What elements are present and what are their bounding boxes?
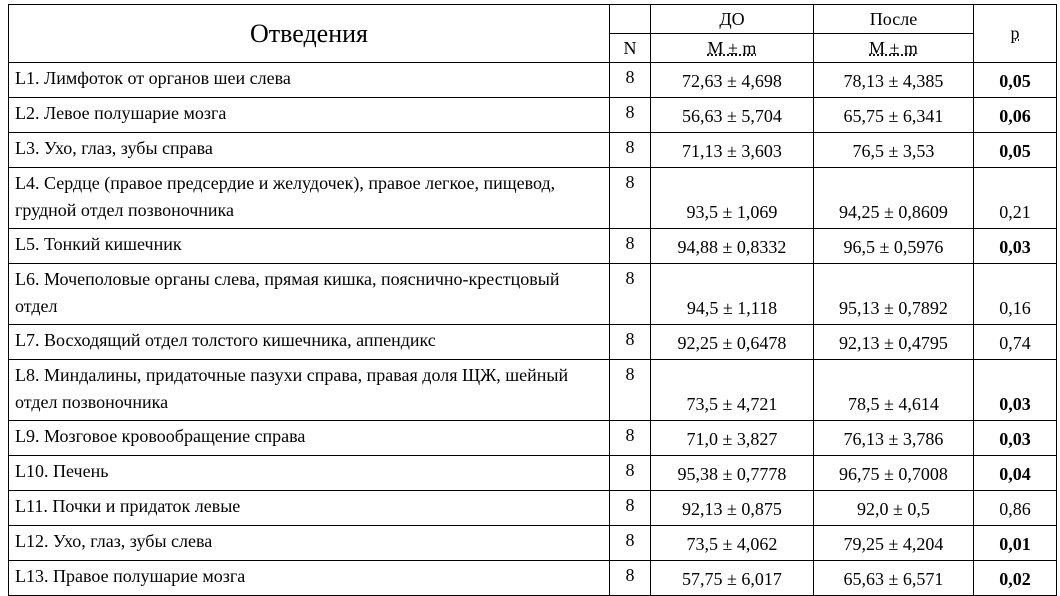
p-value-cell: 0,02 [974, 561, 1057, 596]
lead-name-cell: L7. Восходящий отдел толстого кишечника, аппендикс [9, 325, 610, 360]
before-cell: 94,88 ± 0,8332 [651, 229, 814, 264]
p-value-cell: 0,06 [974, 98, 1057, 133]
before-cell: 56,63 ± 5,704 [651, 98, 814, 133]
n-cell: 8 [610, 456, 651, 491]
after-cell: 76,5 ± 3,53 [814, 133, 974, 168]
table-row [9, 168, 1057, 229]
p-value-cell: 0,05 [974, 63, 1057, 98]
after-cell: 94,25 ± 0,8609 [814, 168, 974, 229]
lead-name-cell: L3. Ухо, глаз, зубы справа [9, 133, 610, 168]
n-cell: 8 [610, 526, 651, 561]
before-cell: 71,13 ± 3,603 [651, 133, 814, 168]
p-value-cell: 0,05 [974, 133, 1057, 168]
n-cell: 8 [610, 491, 651, 526]
before-cell: 57,75 ± 6,017 [651, 561, 814, 596]
after-cell: 96,5 ± 0,5976 [814, 229, 974, 264]
lead-name-cell: L11. Почки и придаток левые [9, 491, 610, 526]
lead-name-cell: L6. Мочеполовые органы слева, прямая кишка, пояснично-крестцовый отдел [9, 264, 610, 325]
before-cell: 71,0 ± 3,827 [651, 421, 814, 456]
lead-name-cell: L5. Тонкий кишечник [9, 229, 610, 264]
after-cell: 92,0 ± 0,5 [814, 491, 974, 526]
table-row [9, 360, 1057, 421]
lead-name-cell: L9. Мозговое кровообращение справа [9, 421, 610, 456]
p-value-cell: 0,16 [974, 264, 1057, 325]
p-value-cell: 0,03 [974, 360, 1057, 421]
table-row [9, 133, 1057, 168]
n-cell: 8 [610, 360, 651, 421]
p-value-cell: 0,74 [974, 325, 1057, 360]
table-body [9, 63, 1057, 596]
n-cell: 8 [610, 133, 651, 168]
n-header-spacer [610, 5, 651, 34]
p-value-cell: 0,03 [974, 229, 1057, 264]
table-row [9, 491, 1057, 526]
p-header [974, 5, 1057, 63]
table-row [9, 63, 1057, 98]
after-cell: 95,13 ± 0,7892 [814, 264, 974, 325]
after-cell: 96,75 ± 0,7008 [814, 456, 974, 491]
before-cell: 94,5 ± 1,118 [651, 264, 814, 325]
mm-after-header [814, 34, 974, 63]
n-cell: 8 [610, 421, 651, 456]
n-cell: 8 [610, 229, 651, 264]
n-cell: 8 [610, 561, 651, 596]
after-cell: 65,63 ± 6,571 [814, 561, 974, 596]
before-cell: 73,5 ± 4,721 [651, 360, 814, 421]
after-cell: 78,5 ± 4,614 [814, 360, 974, 421]
n-cell: 8 [610, 63, 651, 98]
lead-name-cell: L2. Левое полушарие мозга [9, 98, 610, 133]
results-table [8, 4, 1057, 596]
after-cell: 92,13 ± 0,4795 [814, 325, 974, 360]
lead-name-cell: L12. Ухо, глаз, зубы слева [9, 526, 610, 561]
table-row [9, 264, 1057, 325]
table-row [9, 526, 1057, 561]
table-row [9, 456, 1057, 491]
table-row [9, 229, 1057, 264]
lead-name-cell: L10. Печень [9, 456, 610, 491]
table-row [9, 98, 1057, 133]
before-header: ДО [651, 5, 814, 34]
lead-name-cell: L4. Сердце (правое предсердие и желудочек), правое легкое, пищевод, грудной отдел позвоночника [9, 168, 610, 229]
n-cell: 8 [610, 325, 651, 360]
before-cell: 73,5 ± 4,062 [651, 526, 814, 561]
after-cell: 78,13 ± 4,385 [814, 63, 974, 98]
n-cell: 8 [610, 264, 651, 325]
after-cell: 76,13 ± 3,786 [814, 421, 974, 456]
before-cell: 95,38 ± 0,7778 [651, 456, 814, 491]
p-value-cell: 0,21 [974, 168, 1057, 229]
p-header-label: p [1010, 23, 1020, 43]
after-cell: 65,75 ± 6,341 [814, 98, 974, 133]
leads-header: Отведения [9, 5, 610, 63]
table-row [9, 561, 1057, 596]
p-value-cell: 0,03 [974, 421, 1057, 456]
n-cell: 8 [610, 98, 651, 133]
table-row [9, 325, 1057, 360]
before-cell: 92,25 ± 0,6478 [651, 325, 814, 360]
n-header: N [610, 34, 651, 63]
p-value-cell: 0,04 [974, 456, 1057, 491]
lead-name-cell: L13. Правое полушарие мозга [9, 561, 610, 596]
lead-name-cell: L1. Лимфоток от органов шеи слева [9, 63, 610, 98]
p-value-cell: 0,01 [974, 526, 1057, 561]
lead-name-cell: L8. Миндалины, придаточные пазухи справа, правая доля ЩЖ, шейный отдел позвоночника [9, 360, 610, 421]
before-cell: 92,13 ± 0,875 [651, 491, 814, 526]
mm-after-label: M ± m [869, 37, 918, 58]
after-header: После [814, 5, 974, 34]
before-cell: 72,63 ± 4,698 [651, 63, 814, 98]
before-cell: 93,5 ± 1,069 [651, 168, 814, 229]
after-cell: 79,25 ± 4,204 [814, 526, 974, 561]
n-cell: 8 [610, 168, 651, 229]
table-row [9, 421, 1057, 456]
mm-before-header [651, 34, 814, 63]
p-value-cell: 0,86 [974, 491, 1057, 526]
mm-before-label: M ± m [707, 37, 757, 58]
